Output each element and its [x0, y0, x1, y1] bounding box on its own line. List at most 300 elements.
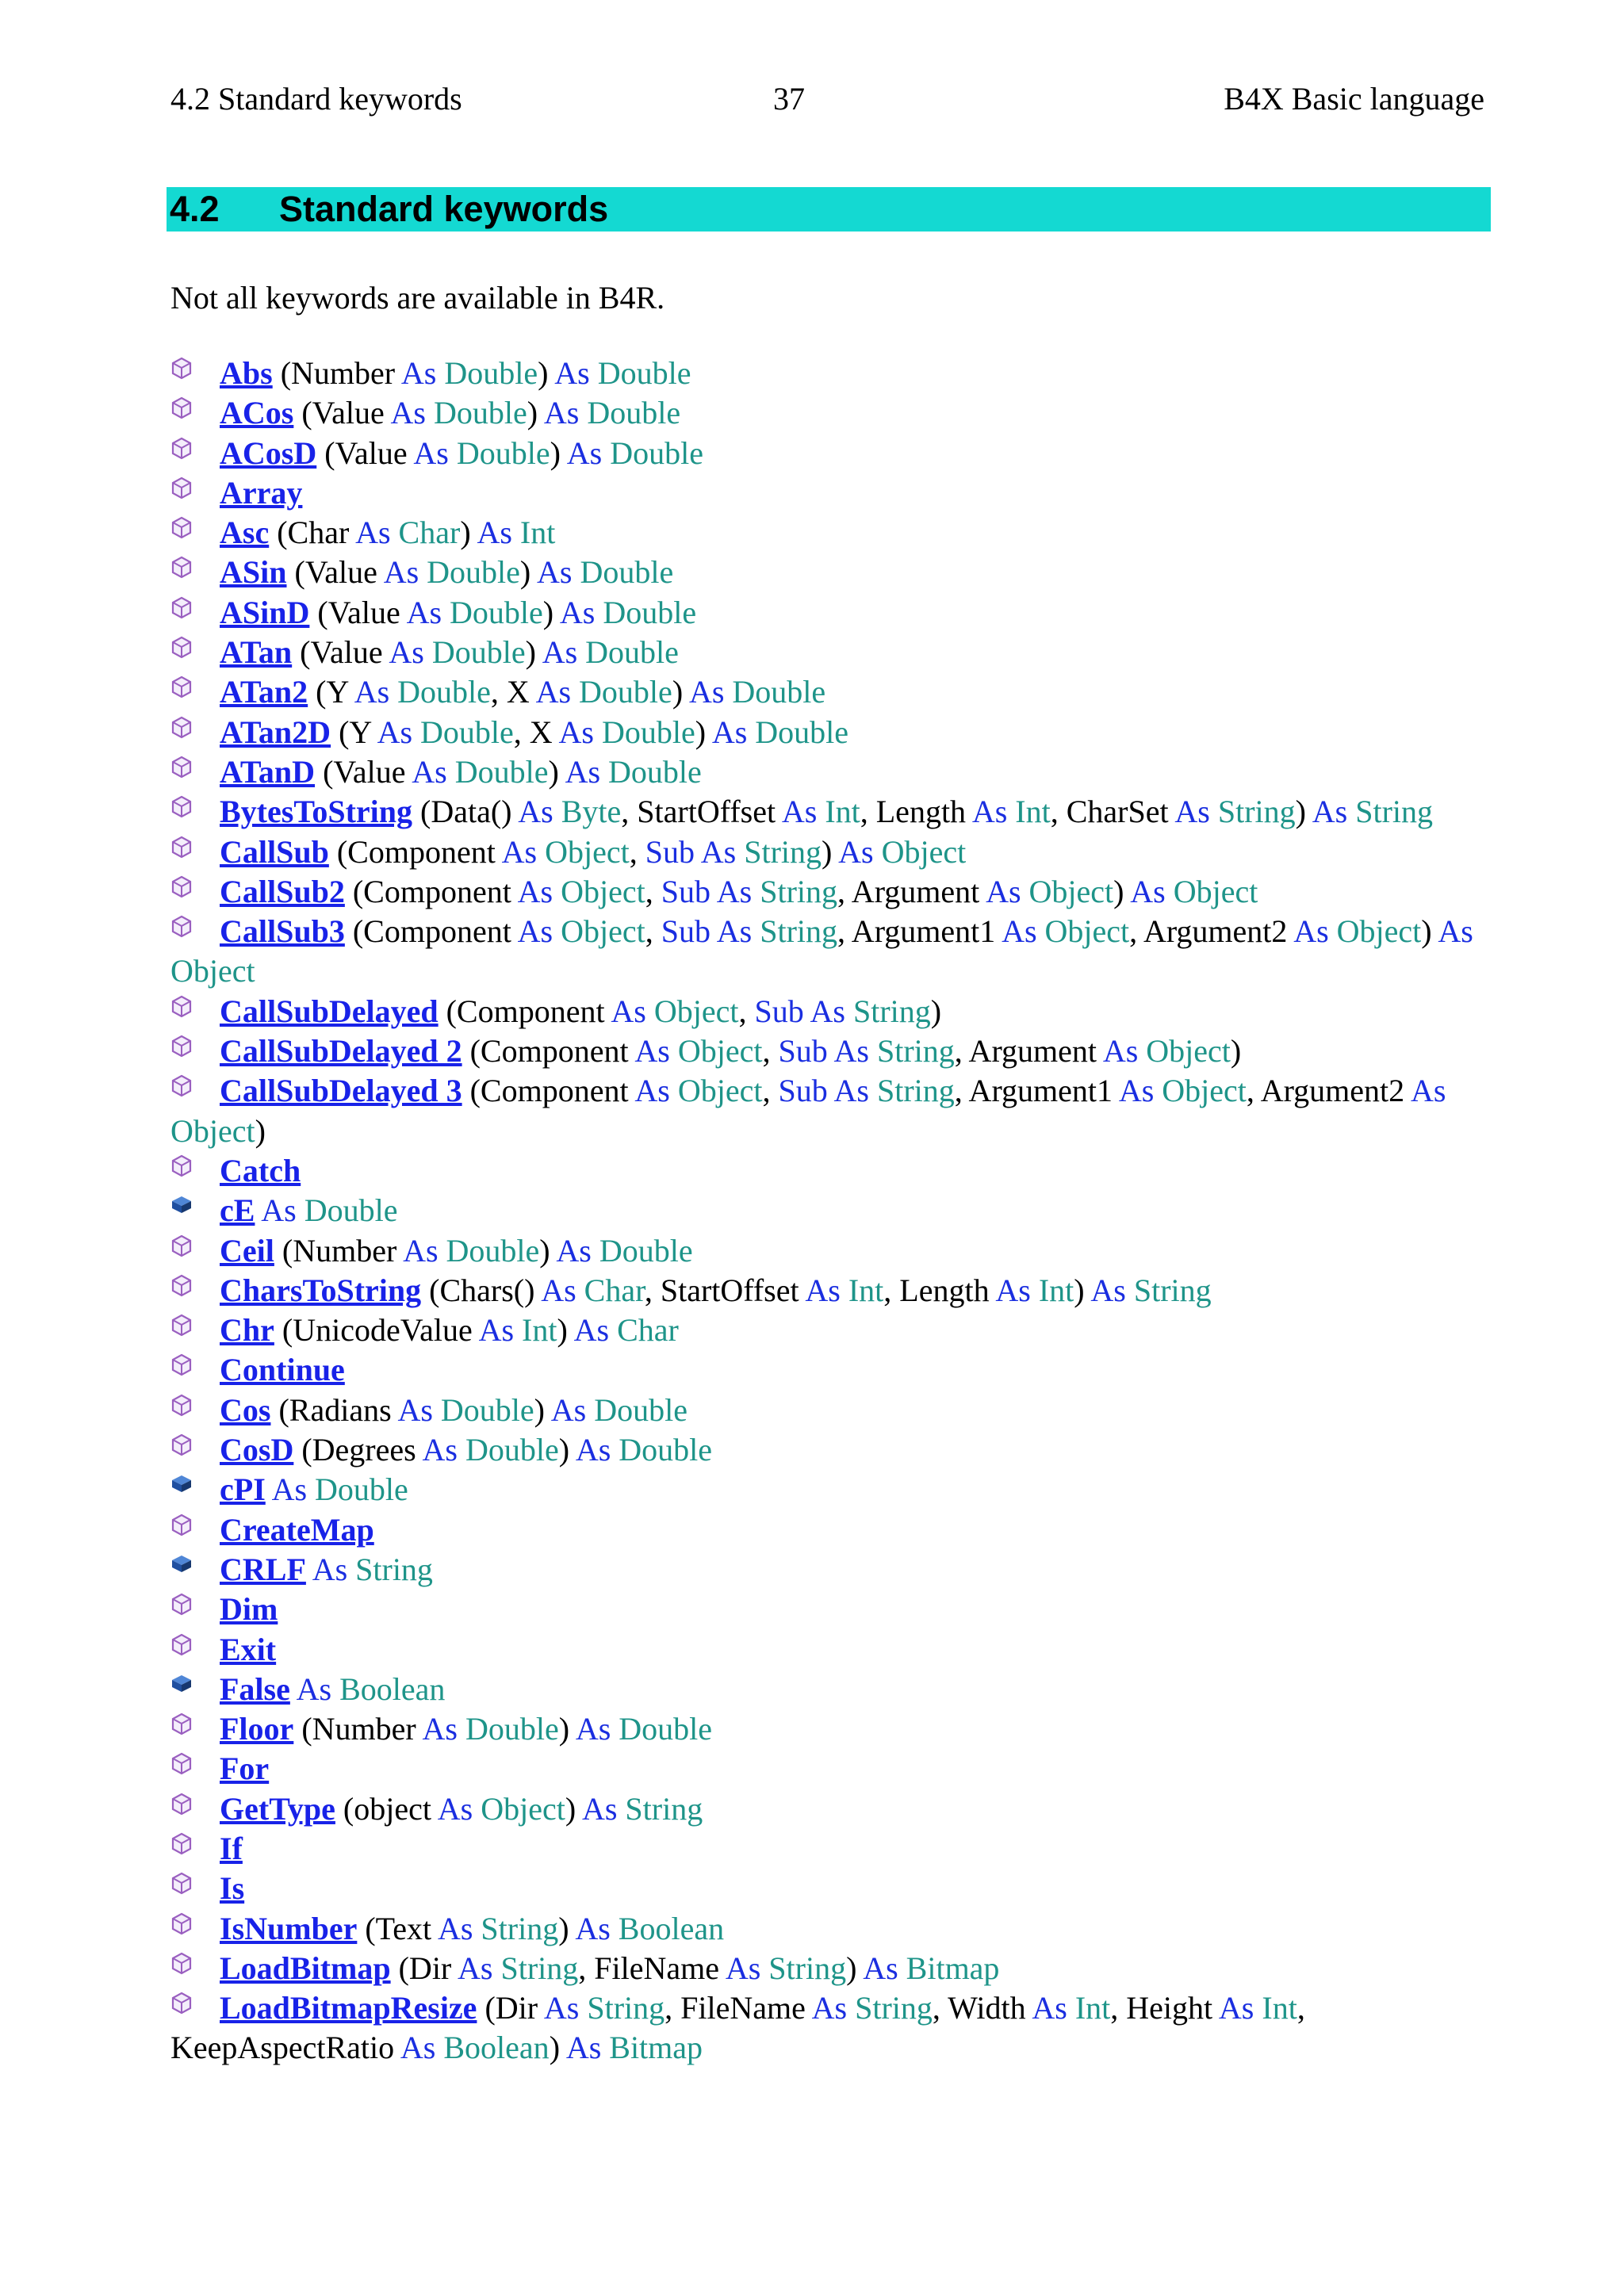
as-keyword: Sub: [778, 1033, 834, 1070]
keyword-link[interactable]: LoadBitmapResize: [220, 1990, 477, 2026]
method-icon: [170, 1314, 220, 1345]
type-name: Object: [481, 1790, 565, 1827]
signature-text: ): [846, 1950, 864, 1986]
type-name: Double: [580, 554, 674, 591]
keyword-item: [170, 393, 1491, 433]
keyword-item: [170, 1430, 1491, 1470]
signature-text: (Radians: [270, 1391, 398, 1428]
as-keyword: As: [403, 1232, 446, 1269]
keyword-item: [170, 1749, 1491, 1789]
keyword-link[interactable]: cPI: [220, 1471, 266, 1508]
as-keyword: As: [716, 913, 760, 950]
keyword-link[interactable]: ATan: [220, 634, 293, 671]
signature-text: (Number: [293, 1711, 423, 1747]
signature-text: (Text: [357, 1910, 438, 1946]
constant-icon: [170, 1553, 220, 1585]
keyword-link[interactable]: ASin: [220, 554, 287, 591]
keyword-link[interactable]: Asc: [220, 515, 270, 551]
as-keyword: As: [477, 515, 520, 551]
as-keyword: As: [389, 634, 432, 671]
as-keyword: As: [833, 1033, 877, 1070]
type-name: Double: [585, 634, 679, 671]
type-name: Double: [619, 1432, 713, 1468]
signature-text: , Argument2: [1129, 913, 1294, 950]
as-keyword: As: [716, 873, 760, 909]
as-keyword: As: [400, 355, 445, 391]
as-keyword: As: [811, 1990, 856, 2026]
keyword-link[interactable]: ASinD: [220, 594, 310, 630]
keyword-link[interactable]: CallSubDelayed: [220, 993, 439, 1029]
signature-text: (Chars(): [421, 1272, 542, 1308]
signature-text: , FileName: [578, 1950, 726, 1986]
as-keyword: As: [1032, 1990, 1075, 2026]
keyword-item: [170, 1550, 1491, 1590]
as-keyword: As: [412, 753, 455, 790]
signature-text: (Component: [462, 1033, 635, 1070]
keyword-link[interactable]: Is: [220, 1870, 245, 1907]
keyword-link[interactable]: CreateMap: [220, 1511, 374, 1548]
type-name: Double: [397, 674, 491, 710]
type-name: Double: [446, 1232, 540, 1269]
signature-text: ): [550, 434, 567, 471]
keyword-link[interactable]: False: [220, 1670, 290, 1707]
type-name: Object: [1044, 913, 1130, 950]
signature-text: ): [548, 753, 565, 790]
type-name: Double: [755, 714, 849, 750]
signature-text: , Width: [932, 1990, 1032, 2026]
signature-text: , StartOffset: [644, 1272, 806, 1308]
type-name: Boolean: [443, 2030, 550, 2066]
as-keyword: As: [634, 1073, 678, 1109]
as-keyword: As: [518, 794, 561, 830]
signature-text: (Value: [315, 753, 412, 790]
keyword-link[interactable]: Floor: [220, 1711, 294, 1747]
as-keyword: As: [437, 1910, 481, 1946]
keyword-link[interactable]: ATan2D: [220, 714, 331, 750]
as-keyword: As: [1312, 794, 1356, 830]
signature-text: ): [542, 594, 560, 630]
type-name: Object: [653, 993, 739, 1029]
method-icon: [170, 915, 220, 947]
signature-text: , FileName: [665, 1990, 812, 2026]
signature-text: (Value: [316, 434, 414, 471]
keyword-item: [170, 672, 1491, 712]
type-name: String: [760, 913, 838, 950]
keyword-link[interactable]: Ceil: [220, 1232, 274, 1269]
as-keyword: As: [377, 714, 421, 750]
keyword-link[interactable]: IsNumber: [220, 1910, 358, 1946]
constant-icon: [170, 1673, 220, 1705]
keyword-link[interactable]: Dim: [220, 1591, 278, 1628]
keyword-link[interactable]: CallSubDelayed 3: [220, 1073, 462, 1109]
type-name: Object: [1336, 913, 1422, 950]
signature-text: ): [565, 1790, 582, 1827]
as-keyword: As: [501, 833, 546, 870]
as-keyword: As: [400, 2030, 444, 2066]
keyword-item: [170, 1350, 1491, 1390]
type-name: Int: [519, 515, 556, 551]
method-icon: [170, 1633, 220, 1665]
method-icon: [170, 1712, 220, 1744]
type-name: Int: [1038, 1272, 1074, 1308]
as-keyword: As: [711, 714, 756, 750]
method-icon: [170, 1752, 220, 1784]
signature-text: ,: [645, 913, 661, 950]
signature-text: (Y: [308, 674, 354, 710]
signature-text: , Argument1: [954, 1073, 1119, 1109]
signature-text: (Component: [462, 1073, 635, 1109]
method-icon: [170, 1353, 220, 1385]
type-name: Double: [608, 753, 702, 790]
signature-text: ): [255, 1112, 266, 1149]
keyword-list: [170, 354, 1491, 2068]
type-name: Double: [444, 355, 538, 391]
signature-text: (Number: [272, 355, 401, 391]
method-icon: [170, 1394, 220, 1425]
signature-text: ): [1421, 913, 1438, 950]
signature-text: ): [460, 515, 477, 551]
method-icon: [170, 1872, 220, 1904]
keyword-item: [170, 1869, 1491, 1908]
type-name: Double: [427, 554, 520, 591]
keyword-item: [170, 1071, 1491, 1151]
signature-text: (Component: [344, 913, 518, 950]
keyword-item: [170, 1191, 1491, 1230]
signature-text: ): [557, 1312, 574, 1349]
keyword-item: [170, 912, 1491, 992]
as-keyword: As: [354, 674, 398, 710]
type-name: Double: [465, 1711, 559, 1747]
keyword-link[interactable]: CallSub2: [220, 873, 345, 909]
signature-text: (UnicodeValue: [274, 1312, 479, 1349]
keyword-link[interactable]: cE: [220, 1192, 255, 1229]
type-name: Double: [599, 1232, 693, 1269]
type-name: Boolean: [339, 1670, 446, 1707]
as-keyword: As: [1174, 794, 1218, 830]
as-keyword: Sub: [778, 1073, 834, 1109]
header-book-title: B4X Basic language: [1224, 81, 1484, 117]
as-keyword: As: [517, 913, 561, 950]
keyword-item: [170, 1391, 1491, 1430]
type-name: Object: [677, 1073, 763, 1109]
as-keyword: As: [397, 1391, 441, 1428]
type-name: String: [876, 1073, 955, 1109]
keyword-item: [170, 1789, 1491, 1829]
keyword-item: [170, 513, 1491, 553]
signature-text: , Argument: [837, 873, 986, 909]
method-icon: [170, 1274, 220, 1306]
as-keyword: As: [575, 1432, 619, 1468]
keyword-item: [170, 633, 1491, 672]
signature-text: ): [519, 554, 538, 591]
type-name: Double: [601, 714, 695, 750]
method-icon: [170, 675, 220, 707]
type-name: Object: [561, 873, 645, 909]
method-icon: [170, 1035, 220, 1066]
signature-text: , CharSet: [1050, 794, 1175, 830]
keyword-item: [170, 1988, 1491, 2068]
signature-text: , Argument: [954, 1033, 1103, 1070]
as-keyword: As: [541, 1272, 584, 1308]
type-name: Int: [1074, 1990, 1111, 2026]
as-keyword: As: [437, 1790, 481, 1827]
keyword-link[interactable]: For: [220, 1751, 270, 1787]
as-keyword: As: [688, 674, 733, 710]
as-keyword: As: [634, 1033, 678, 1070]
signature-text: ,: [645, 873, 661, 909]
type-name: String: [855, 1990, 933, 2026]
method-icon: [170, 1912, 220, 1944]
type-name: Object: [1146, 1033, 1231, 1070]
keyword-link[interactable]: CallSubDelayed 2: [220, 1033, 462, 1070]
keyword-link[interactable]: CRLF: [220, 1551, 306, 1587]
as-keyword: As: [566, 434, 611, 471]
type-name: Bitmap: [906, 1950, 1000, 1986]
method-icon: [170, 836, 220, 867]
signature-text: , Length: [883, 1272, 996, 1308]
method-icon: [170, 636, 220, 668]
keyword-item: [170, 1709, 1491, 1749]
keyword-link[interactable]: CallSub3: [220, 913, 345, 950]
method-icon: [170, 357, 220, 388]
method-icon: [170, 437, 220, 469]
keyword-item: [170, 1670, 1491, 1709]
as-keyword: As: [971, 794, 1016, 830]
signature-text: ): [1230, 1033, 1242, 1070]
keyword-item: [170, 792, 1491, 832]
as-keyword: As: [296, 1670, 340, 1707]
as-keyword: As: [422, 1711, 465, 1747]
as-keyword: As: [543, 395, 588, 431]
keyword-link[interactable]: ATanD: [220, 753, 316, 790]
as-keyword: As: [700, 833, 745, 870]
signature-text: ): [1074, 1272, 1091, 1308]
as-keyword: As: [575, 1711, 619, 1747]
signature-text: (Value: [292, 634, 389, 671]
keyword-link[interactable]: BytesToString: [220, 794, 413, 830]
method-icon: [170, 476, 220, 508]
as-keyword: As: [986, 873, 1029, 909]
as-keyword: As: [383, 554, 427, 591]
signature-text: (Data(): [412, 794, 519, 830]
type-name: Double: [587, 395, 681, 431]
signature-text: ): [822, 833, 839, 870]
signature-text: ): [539, 1232, 557, 1269]
as-keyword: As: [559, 594, 603, 630]
as-keyword: Sub: [661, 913, 717, 950]
signature-text: (Component: [328, 833, 502, 870]
keyword-item: [170, 872, 1491, 912]
type-name: Double: [450, 594, 543, 630]
as-keyword: As: [611, 993, 654, 1029]
as-keyword: As: [573, 1312, 618, 1349]
keyword-link[interactable]: If: [220, 1830, 243, 1866]
type-name: String: [481, 1910, 559, 1946]
signature-text: [266, 1471, 272, 1507]
type-name: Int: [848, 1272, 884, 1308]
as-keyword: As: [565, 2030, 610, 2066]
method-icon: [170, 756, 220, 787]
keyword-item: [170, 832, 1491, 872]
as-keyword: Sub: [661, 873, 717, 909]
signature-text: ): [534, 1391, 551, 1428]
section-heading: [167, 187, 1491, 232]
keyword-item: [170, 1271, 1491, 1311]
keyword-item: [170, 1031, 1491, 1071]
type-name: Double: [440, 1391, 534, 1428]
keyword-link[interactable]: GetType: [220, 1790, 335, 1827]
signature-text: ): [558, 1432, 576, 1468]
as-keyword: As: [422, 1432, 465, 1468]
as-keyword: As: [535, 674, 580, 710]
as-keyword: As: [863, 1950, 906, 1986]
keyword-link[interactable]: Array: [220, 474, 303, 511]
type-name: Char: [617, 1312, 679, 1349]
method-icon: [170, 1154, 220, 1186]
keyword-link[interactable]: CosD: [220, 1432, 294, 1468]
keyword-link[interactable]: LoadBitmap: [220, 1950, 391, 1986]
as-keyword: As: [390, 395, 434, 431]
as-keyword: As: [1118, 1073, 1162, 1109]
type-name: Double: [420, 714, 514, 750]
as-keyword: As: [565, 753, 609, 790]
type-name: Double: [315, 1471, 408, 1508]
type-name: String: [587, 1990, 665, 2026]
as-keyword: As: [833, 1073, 877, 1109]
keyword-item: [170, 1630, 1491, 1670]
signature-text: (Value: [309, 594, 407, 630]
type-name: String: [625, 1790, 703, 1827]
signature-text: ): [558, 1711, 576, 1747]
type-name: Object: [561, 913, 645, 950]
type-name: Int: [1262, 1990, 1297, 2026]
keyword-link[interactable]: CallSub: [220, 833, 329, 870]
as-keyword: As: [543, 1990, 588, 2026]
keyword-item: [170, 434, 1491, 473]
method-icon: [170, 1234, 220, 1266]
as-keyword: As: [413, 434, 457, 471]
signature-text: (object: [335, 1790, 438, 1827]
signature-text: (Component: [344, 873, 518, 909]
type-name: Double: [433, 395, 527, 431]
keyword-link[interactable]: ATan2: [220, 674, 308, 710]
as-keyword: As: [1002, 913, 1045, 950]
method-icon: [170, 1433, 220, 1465]
as-keyword: As: [838, 833, 882, 870]
signature-text: (Y: [331, 714, 377, 750]
as-keyword: As: [1218, 1990, 1262, 2026]
as-keyword: As: [781, 794, 825, 830]
as-keyword: As: [1438, 913, 1473, 950]
as-keyword: As: [1293, 913, 1337, 950]
as-keyword: As: [406, 594, 450, 630]
keyword-link[interactable]: Cos: [220, 1391, 271, 1428]
type-name: Int: [522, 1312, 557, 1349]
type-name: Object: [170, 1112, 255, 1149]
page-header: [0, 78, 1624, 121]
type-name: String: [355, 1551, 433, 1587]
keyword-link[interactable]: Abs: [220, 355, 273, 391]
keyword-item: [170, 1510, 1491, 1550]
type-name: Double: [304, 1192, 398, 1229]
type-name: Object: [545, 833, 630, 870]
keyword-link[interactable]: ACos: [220, 395, 294, 431]
as-keyword: As: [581, 1790, 626, 1827]
keyword-item: [170, 473, 1491, 513]
as-keyword: As: [458, 1950, 501, 1986]
type-name: String: [876, 1033, 955, 1070]
type-name: Double: [619, 1711, 713, 1747]
type-name: String: [1355, 794, 1434, 830]
type-name: Double: [579, 674, 672, 710]
signature-text: ): [525, 634, 542, 671]
as-keyword: Sub: [645, 833, 701, 870]
keyword-link[interactable]: Chr: [220, 1312, 274, 1349]
as-keyword: As: [517, 873, 561, 909]
keyword-item: [170, 1470, 1491, 1510]
keyword-link[interactable]: ACosD: [220, 434, 317, 471]
signature-text: ,: [629, 833, 645, 870]
keyword-link[interactable]: CharsToString: [220, 1272, 422, 1308]
keyword-item: [170, 1949, 1491, 1988]
keyword-item: [170, 1151, 1491, 1191]
signature-text: , KeepAspectRatio: [170, 1990, 1305, 2066]
signature-text: ): [1295, 794, 1312, 830]
keyword-link[interactable]: Catch: [220, 1152, 301, 1188]
as-keyword: As: [1410, 1073, 1446, 1109]
as-keyword: As: [725, 1950, 769, 1986]
type-name: Int: [1015, 794, 1051, 830]
constant-icon: [170, 1194, 220, 1226]
as-keyword: As: [271, 1471, 316, 1508]
keyword-link[interactable]: Continue: [220, 1352, 345, 1388]
signature-text: , X: [513, 714, 559, 750]
section-number: 4.2: [170, 189, 220, 229]
signature-text: (Dir: [477, 1990, 544, 2026]
signature-text: (Value: [293, 395, 391, 431]
type-name: Double: [594, 1391, 688, 1428]
method-icon: [170, 716, 220, 748]
as-keyword: As: [355, 515, 399, 551]
type-name: Object: [1173, 873, 1258, 909]
signature-text: (Number: [274, 1232, 404, 1269]
method-icon: [170, 1074, 220, 1106]
method-icon: [170, 1513, 220, 1545]
as-keyword: As: [550, 1391, 595, 1428]
keyword-item: [170, 1311, 1491, 1350]
type-name: Object: [881, 833, 967, 870]
type-name: Double: [431, 634, 526, 671]
keyword-item: [170, 1829, 1491, 1869]
method-icon: [170, 556, 220, 587]
as-keyword: As: [810, 993, 853, 1029]
type-name: String: [744, 833, 822, 870]
signature-text: ): [527, 395, 544, 431]
signature-text: ): [930, 993, 942, 1029]
signature-text: (Degrees: [293, 1432, 423, 1468]
method-icon: [170, 1832, 220, 1864]
keyword-item: [170, 713, 1491, 752]
method-icon: [170, 516, 220, 548]
method-icon: [170, 875, 220, 907]
signature-text: ): [558, 1910, 576, 1946]
type-name: Double: [732, 674, 826, 710]
type-name: String: [852, 993, 931, 1029]
signature-text: (Dir: [390, 1950, 458, 1986]
keyword-link[interactable]: Exit: [220, 1631, 277, 1667]
header-section-title: 4.2 Standard keywords: [170, 81, 462, 117]
type-name: Double: [597, 355, 691, 391]
